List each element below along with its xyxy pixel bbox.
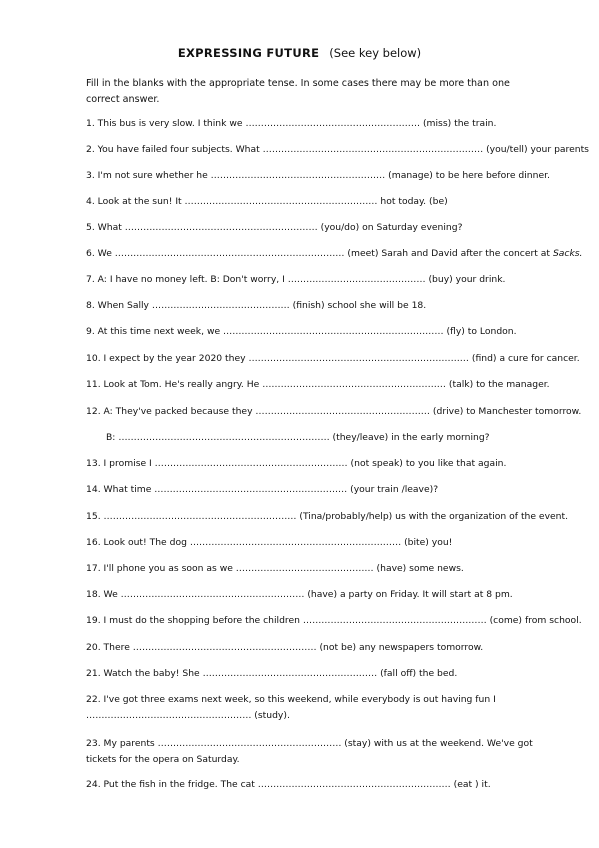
exercise-item-10: 10. I expect by the year 2020 they ……………………………………………………………… (find) a cure for cancer. [86,353,580,364]
exercise-item-14: 14. What time ……………………………………………………… (your train /leave)? [86,484,439,495]
exercise-item-5: 5. What ……………………………………………………… (you/do) on Saturday evening? [86,222,463,233]
exercise-item-2: 2. You have failed four subjects. What ……………………………………………………………… (you/tell) your parents [86,144,589,155]
exercise-item-11: 11. Look at Tom. He's really angry. He …………………………………………………… (talk) to the manager. [86,379,550,390]
exercise-item-16: 16. Look out! The dog …………………………………………………………… (bite) you! [86,537,453,548]
page-title [0,46,599,60]
exercise-item-4: 4. Look at the sun! It ……………………………………………………… hot today. (be) [86,196,448,207]
exercise-item-17: 17. I'll phone you as soon as we ……………………………………… (have) some news. [86,563,464,574]
exercise-item-18: 18. We …………………………………………………… (have) a party on Friday. It will start at 8 pm. [86,589,513,600]
exercise-item-15: 15. ……………………………………………………… (Tina/probably/help) us with the organization of the event. [86,511,569,522]
title-sub: (See key below) [329,46,422,60]
exercise-item-6-text: 6. We ………………………………………………………………… (meet) Sarah and David after the concert at [86,248,551,259]
exercise-item-22: 22. I've got three exams next week, so this weekend, while everybody is out having fun I ……………………………………………… (study). [86,694,496,721]
exercise-item-20: 20. There …………………………………………………… (not be) any newspapers tomorrow. [86,642,484,653]
exercise-item-9: 9. At this time next week, we ……………………………………………………………… (fly) to London. [86,326,517,337]
exercise-item-1: 1. This bus is very slow. I think we ………………………………………………… (miss) the train. [86,118,497,129]
exercise-item-6-place: Sacks. [552,248,583,259]
exercise-item-6 [86,246,583,262]
exercise-item-12b: B: …………………………………………………………… (they/leave) in the early morning? [106,432,490,443]
exercise-item-24: 24. Put the fish in the fridge. The cat ……………………………………………………… (eat ) it. [86,779,491,790]
instructions: Fill in the blanks with the appropriate tense. In some cases there may be more than one correct answer. [86,78,510,105]
exercise-item-12a: 12. A: They've packed because they ………………………………………………… (drive) to Manchester tomorrow. [86,406,582,417]
title-main: EXPRESSING FUTURE [177,46,320,60]
exercise-item-7: 7. A: I have no money left. B: Don't worry, I ……………………………………… (buy) your drink. [86,274,506,285]
exercise-item-23: 23. My parents …………………………………………………… (stay) with us at the weekend. We've got tickets for the opera on Saturday. [86,738,533,765]
exercise-item-21: 21. Watch the baby! She ………………………………………………… (fall off) the bed. [86,668,458,679]
exercise-item-8: 8. When Sally ……………………………………… (finish) school she will be 18. [86,300,427,311]
exercise-item-3: 3. I'm not sure whether he ………………………………………………… (manage) to be here before dinner. [86,170,550,181]
exercise-item-13: 13. I promise I ……………………………………………………… (not speak) to you like that again. [86,458,507,469]
exercise-item-19: 19. I must do the shopping before the children …………………………………………………… (come) from school. [86,615,582,626]
